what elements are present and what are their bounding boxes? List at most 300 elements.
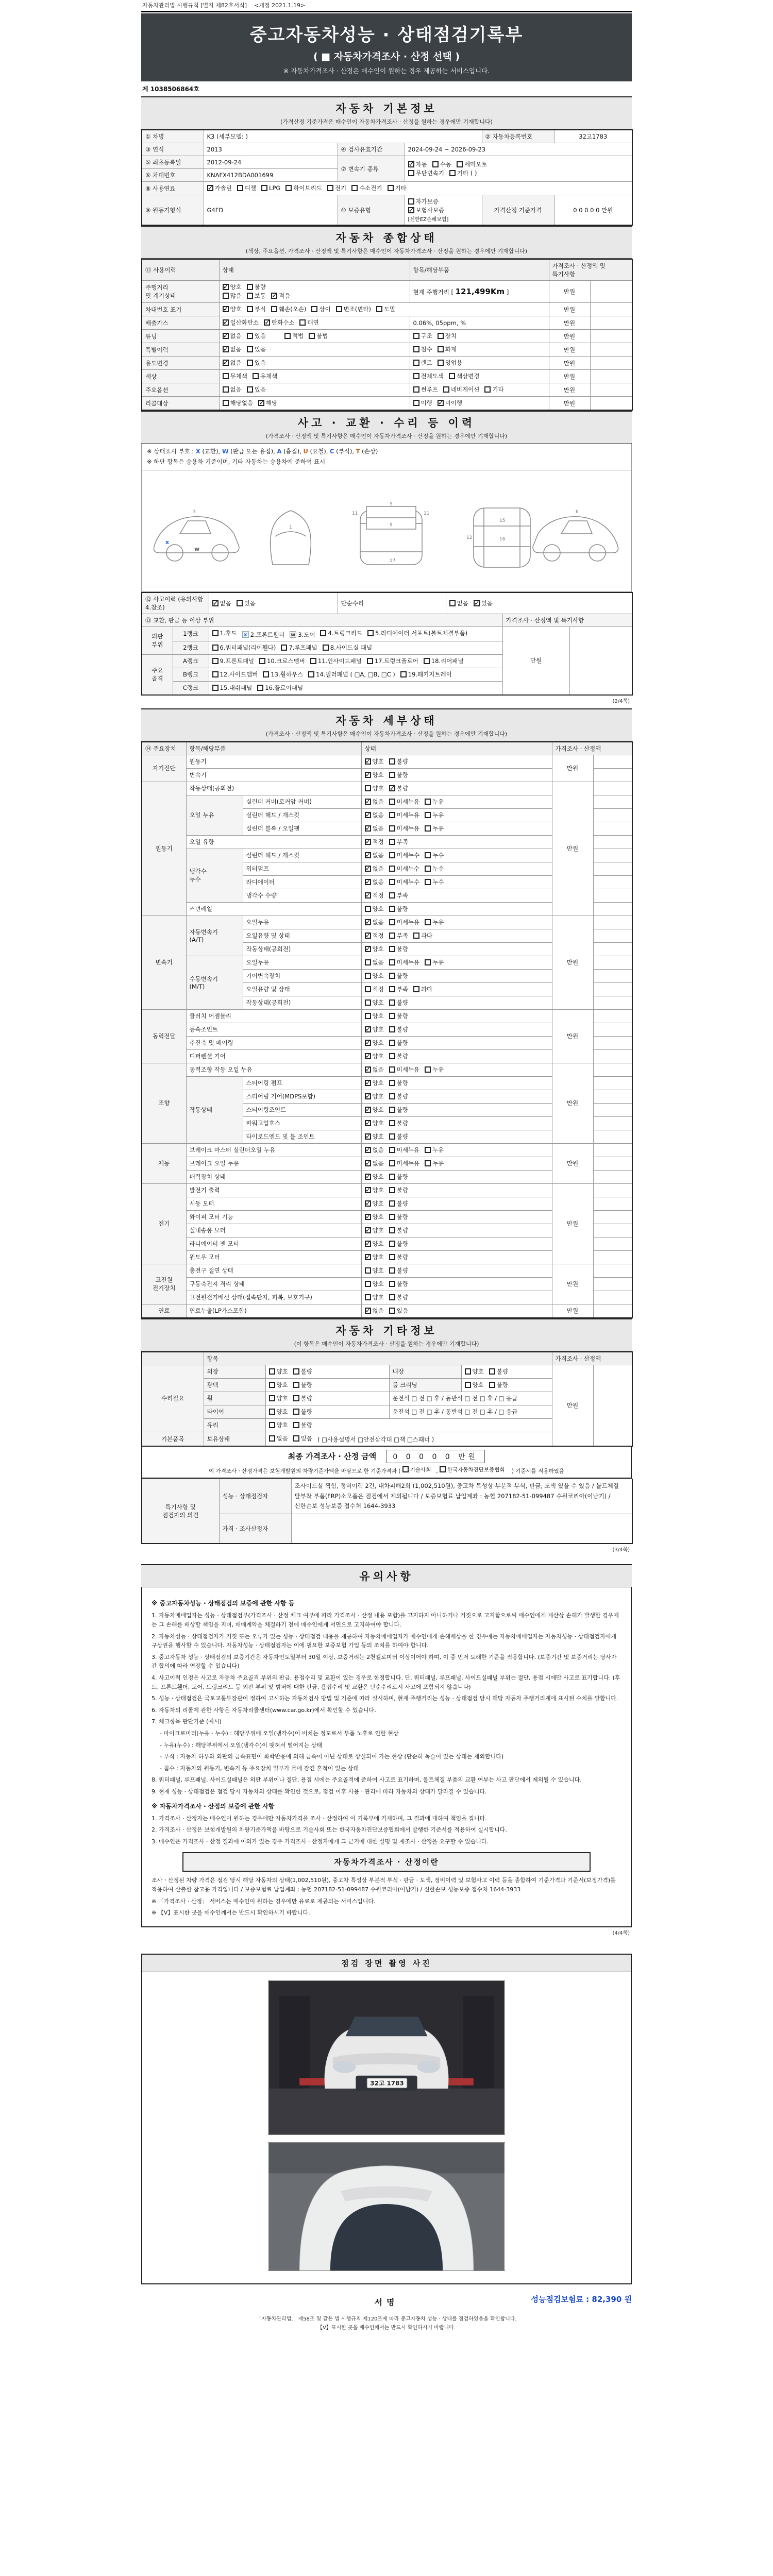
unchecked-checkbox[interactable] xyxy=(389,1200,395,1207)
unchecked-checkbox[interactable] xyxy=(389,1147,395,1153)
unchecked-checkbox[interactable] xyxy=(389,866,395,872)
checkbox-option[interactable] xyxy=(247,359,266,367)
checkbox-option[interactable] xyxy=(389,798,419,806)
unchecked-checkbox[interactable] xyxy=(309,333,315,339)
checkbox-option[interactable] xyxy=(389,1079,408,1087)
unchecked-checkbox[interactable] xyxy=(389,1080,395,1086)
unchecked-checkbox[interactable] xyxy=(408,198,414,205)
checkbox-option[interactable] xyxy=(425,865,444,873)
unchecked-checkbox[interactable] xyxy=(365,973,371,979)
checkbox-option[interactable] xyxy=(389,972,408,980)
checked-checkbox[interactable] xyxy=(365,1093,371,1099)
unchecked-checkbox[interactable] xyxy=(438,346,444,352)
panel-item[interactable]: 19.패키지트레이 xyxy=(400,670,452,679)
checkbox-option[interactable] xyxy=(223,372,247,380)
checked-checkbox[interactable] xyxy=(365,1040,371,1046)
unchecked-checkbox[interactable] xyxy=(425,1066,431,1073)
unchecked-checkbox[interactable] xyxy=(299,319,306,326)
unchecked-checkbox[interactable] xyxy=(269,1382,275,1388)
unchecked-checkbox[interactable] xyxy=(425,866,431,872)
panel-item[interactable]: w 3.도어 xyxy=(291,631,315,638)
checkbox-option[interactable] xyxy=(389,1266,408,1275)
checkbox-option[interactable] xyxy=(365,998,384,1007)
checkbox-option[interactable] xyxy=(365,838,384,846)
checkbox-option[interactable] xyxy=(408,160,427,168)
checkbox-option[interactable] xyxy=(271,292,290,300)
checkbox-option[interactable] xyxy=(389,811,419,819)
checkbox-option[interactable] xyxy=(365,918,384,926)
unchecked-checkbox[interactable] xyxy=(247,346,253,352)
checkbox-option[interactable] xyxy=(223,318,259,327)
panel-item[interactable]: 12.사이드멤버 xyxy=(212,670,258,679)
checkbox-option[interactable] xyxy=(389,1065,419,1074)
checkbox-option[interactable] xyxy=(207,184,232,192)
checkbox-option[interactable] xyxy=(285,184,322,192)
checkbox-option[interactable] xyxy=(389,878,419,886)
checkbox-option[interactable] xyxy=(389,945,408,953)
unchecked-checkbox[interactable] xyxy=(212,658,219,664)
checkbox-option[interactable] xyxy=(365,771,384,779)
unchecked-checkbox[interactable] xyxy=(293,1409,299,1415)
checked-checkbox[interactable] xyxy=(223,319,229,326)
unchecked-checkbox[interactable] xyxy=(389,986,395,992)
checkbox-option[interactable] xyxy=(365,878,384,886)
unchecked-checkbox[interactable] xyxy=(449,373,455,379)
unchecked-checkbox[interactable] xyxy=(323,645,329,651)
checkbox-option[interactable] xyxy=(457,160,487,168)
unchecked-checkbox[interactable] xyxy=(457,161,463,167)
checked-checkbox[interactable] xyxy=(212,600,219,606)
checkbox-option[interactable] xyxy=(389,865,419,873)
repair-mark-w[interactable]: w xyxy=(291,632,296,638)
unchecked-checkbox[interactable] xyxy=(293,1395,299,1401)
checkbox-option[interactable] xyxy=(389,824,419,833)
checked-checkbox[interactable] xyxy=(438,400,444,406)
checkbox-option[interactable] xyxy=(365,1065,384,1074)
checked-checkbox[interactable] xyxy=(365,1214,371,1220)
panel-item[interactable]: 14.필러패널 ( □A, □B, □C ) xyxy=(308,670,395,679)
checked-checkbox[interactable] xyxy=(365,1053,371,1059)
checkbox-option[interactable] xyxy=(389,1186,408,1194)
unchecked-checkbox[interactable] xyxy=(284,333,291,339)
checkbox-option[interactable] xyxy=(413,385,438,394)
checkbox-option[interactable] xyxy=(247,292,266,300)
checkbox-option[interactable] xyxy=(365,757,384,766)
checkbox-option[interactable] xyxy=(365,1039,384,1047)
checkbox-option[interactable] xyxy=(389,1146,419,1154)
unchecked-checkbox[interactable] xyxy=(425,919,431,925)
unchecked-checkbox[interactable] xyxy=(408,170,414,176)
checked-checkbox[interactable] xyxy=(365,772,371,778)
unchecked-checkbox[interactable] xyxy=(320,630,326,636)
checkbox-option[interactable] xyxy=(425,1065,444,1074)
unchecked-checkbox[interactable] xyxy=(425,852,431,858)
checkbox-option[interactable] xyxy=(389,1307,408,1315)
checkbox-option[interactable] xyxy=(389,918,419,926)
checkbox-option[interactable] xyxy=(389,1052,408,1060)
unchecked-checkbox[interactable] xyxy=(489,1368,495,1375)
unchecked-checkbox[interactable] xyxy=(389,1174,395,1180)
unchecked-checkbox[interactable] xyxy=(223,400,229,406)
checkbox-option[interactable] xyxy=(465,1381,484,1389)
panel-item[interactable]: 1.후드 xyxy=(212,629,237,637)
checkbox-option[interactable] xyxy=(269,1381,288,1389)
checkbox-option[interactable] xyxy=(223,399,253,407)
checkbox-option[interactable] xyxy=(293,1367,312,1376)
checkbox-option[interactable] xyxy=(365,1092,384,1100)
unchecked-checkbox[interactable] xyxy=(253,373,259,379)
checkbox-option[interactable] xyxy=(365,1173,384,1181)
checkbox-option[interactable] xyxy=(223,359,242,367)
checkbox-option[interactable] xyxy=(247,345,266,353)
unchecked-checkbox[interactable] xyxy=(285,185,292,191)
checkbox-option[interactable] xyxy=(365,1307,384,1315)
unchecked-checkbox[interactable] xyxy=(425,1147,431,1153)
checkbox-option[interactable] xyxy=(299,318,318,327)
panel-item[interactable]: 18.리어패널 xyxy=(424,657,464,665)
unchecked-checkbox[interactable] xyxy=(413,373,419,379)
panel-item[interactable]: 11.인사이드패널 xyxy=(310,657,362,665)
checkbox-option[interactable] xyxy=(223,345,242,353)
unchecked-checkbox[interactable] xyxy=(438,360,444,366)
checkbox-option[interactable] xyxy=(247,385,266,394)
unchecked-checkbox[interactable] xyxy=(389,812,395,818)
unchecked-checkbox[interactable] xyxy=(365,1281,371,1287)
checked-checkbox[interactable] xyxy=(365,1107,371,1113)
checkbox-option[interactable] xyxy=(389,1092,408,1100)
unchecked-checkbox[interactable] xyxy=(389,892,395,899)
unchecked-checkbox[interactable] xyxy=(389,1013,395,1019)
unchecked-checkbox[interactable] xyxy=(336,306,342,312)
checkbox-option[interactable] xyxy=(365,1293,384,1301)
checkbox-option[interactable] xyxy=(425,878,444,886)
unchecked-checkbox[interactable] xyxy=(293,1382,299,1388)
unchecked-checkbox[interactable] xyxy=(389,1053,395,1059)
unchecked-checkbox[interactable] xyxy=(269,1368,275,1375)
unchecked-checkbox[interactable] xyxy=(389,1026,395,1032)
unchecked-checkbox[interactable] xyxy=(389,1254,395,1260)
checkbox-option[interactable] xyxy=(413,372,444,380)
checkbox-option[interactable] xyxy=(365,1132,384,1141)
unchecked-checkbox[interactable] xyxy=(449,170,456,176)
unchecked-checkbox[interactable] xyxy=(389,933,395,939)
unchecked-checkbox[interactable] xyxy=(389,1214,395,1220)
checkbox-option[interactable] xyxy=(413,399,432,407)
checked-checkbox[interactable] xyxy=(207,185,213,191)
checkbox-option[interactable] xyxy=(365,1159,384,1167)
checkbox-option[interactable] xyxy=(309,332,328,340)
unchecked-checkbox[interactable] xyxy=(365,1267,371,1274)
unchecked-checkbox[interactable] xyxy=(432,161,439,167)
checkbox-option[interactable] xyxy=(365,1240,384,1248)
checked-checkbox[interactable] xyxy=(365,1160,371,1166)
unchecked-checkbox[interactable] xyxy=(367,630,374,636)
unchecked-checkbox[interactable] xyxy=(281,645,287,651)
panel-item[interactable]: 7.루프패널 xyxy=(281,643,317,652)
checked-checkbox[interactable] xyxy=(365,1120,371,1126)
panel-item[interactable]: 13.휠하우스 xyxy=(263,670,303,679)
checked-checkbox[interactable] xyxy=(365,1066,371,1073)
unchecked-checkbox[interactable] xyxy=(389,772,395,778)
checkbox-option[interactable] xyxy=(389,784,408,792)
unchecked-checkbox[interactable] xyxy=(376,306,382,312)
unchecked-checkbox[interactable] xyxy=(443,386,449,393)
checkbox-option[interactable] xyxy=(223,305,242,313)
checkbox-option[interactable] xyxy=(389,985,408,993)
checkbox-option[interactable] xyxy=(327,184,346,192)
checkbox-option[interactable] xyxy=(413,931,432,940)
checkbox-option[interactable] xyxy=(389,1039,408,1047)
unchecked-checkbox[interactable] xyxy=(261,185,267,191)
checkbox-option[interactable] xyxy=(389,998,408,1007)
checkbox-option[interactable] xyxy=(293,1381,312,1389)
unchecked-checkbox[interactable] xyxy=(389,919,395,925)
checkbox-option[interactable] xyxy=(389,1253,408,1261)
unchecked-checkbox[interactable] xyxy=(413,346,419,352)
unchecked-checkbox[interactable] xyxy=(271,306,277,312)
checked-checkbox[interactable] xyxy=(365,1308,371,1314)
unchecked-checkbox[interactable] xyxy=(389,1107,395,1113)
panel-item[interactable]: 17.트렁크플로어 xyxy=(367,657,418,665)
checkbox-option[interactable] xyxy=(237,599,256,607)
unchecked-checkbox[interactable] xyxy=(365,906,371,912)
unchecked-checkbox[interactable] xyxy=(269,1409,275,1415)
checkbox-option[interactable] xyxy=(389,1106,408,1114)
checkbox-option[interactable] xyxy=(293,1394,312,1402)
unchecked-checkbox[interactable] xyxy=(269,1422,275,1428)
checkbox-option[interactable] xyxy=(402,1466,431,1473)
checkbox-option[interactable] xyxy=(237,184,256,192)
checked-checkbox[interactable] xyxy=(223,346,229,352)
unchecked-checkbox[interactable] xyxy=(389,973,395,979)
checked-checkbox[interactable] xyxy=(223,284,229,290)
checked-checkbox[interactable] xyxy=(365,1187,371,1193)
checkbox-option[interactable] xyxy=(269,1394,288,1402)
unchecked-checkbox[interactable] xyxy=(223,373,229,379)
checkbox-option[interactable] xyxy=(365,931,384,940)
panel-item[interactable]: x 2.프론트휀더 xyxy=(242,631,285,639)
unchecked-checkbox[interactable] xyxy=(212,685,219,691)
checkbox-option[interactable] xyxy=(269,1408,288,1416)
unchecked-checkbox[interactable] xyxy=(247,333,253,339)
checkbox-option[interactable] xyxy=(365,798,384,806)
unchecked-checkbox[interactable] xyxy=(269,1435,275,1442)
unchecked-checkbox[interactable] xyxy=(257,685,263,691)
checkbox-option[interactable] xyxy=(336,305,371,313)
unchecked-checkbox[interactable] xyxy=(389,1066,395,1073)
checkbox-option[interactable] xyxy=(365,824,384,833)
unchecked-checkbox[interactable] xyxy=(365,986,371,992)
checkbox-option[interactable] xyxy=(261,184,280,192)
unchecked-checkbox[interactable] xyxy=(438,333,444,339)
checked-checkbox[interactable] xyxy=(365,799,371,805)
signature-label[interactable]: 서명 xyxy=(374,2297,399,2307)
checkbox-option[interactable] xyxy=(365,1146,384,1154)
unchecked-checkbox[interactable] xyxy=(440,1466,446,1472)
checked-checkbox[interactable] xyxy=(365,1133,371,1140)
checkbox-option[interactable] xyxy=(365,1119,384,1127)
panel-item[interactable]: 9.프론트패널 xyxy=(212,657,255,665)
checkbox-option[interactable] xyxy=(365,1280,384,1288)
checkbox-option[interactable] xyxy=(425,811,444,819)
checkbox-option[interactable] xyxy=(388,184,407,192)
checked-checkbox[interactable] xyxy=(408,161,414,167)
checkbox-option[interactable] xyxy=(389,891,408,900)
checkbox-option[interactable] xyxy=(389,1280,408,1288)
checkbox-option[interactable] xyxy=(413,332,432,340)
unchecked-checkbox[interactable] xyxy=(465,1382,471,1388)
checkbox-option[interactable] xyxy=(389,757,408,766)
unchecked-checkbox[interactable] xyxy=(389,1040,395,1046)
checked-checkbox[interactable] xyxy=(223,360,229,366)
unchecked-checkbox[interactable] xyxy=(223,293,229,299)
checked-checkbox[interactable] xyxy=(365,1147,371,1153)
unchecked-checkbox[interactable] xyxy=(365,1294,371,1300)
unchecked-checkbox[interactable] xyxy=(293,1422,299,1428)
unchecked-checkbox[interactable] xyxy=(237,185,243,191)
checkbox-option[interactable] xyxy=(408,206,445,214)
panel-item[interactable]: 16.플로어패널 xyxy=(257,684,303,692)
checked-checkbox[interactable] xyxy=(258,400,264,406)
checkbox-option[interactable] xyxy=(365,1025,384,1033)
repair-mark-x[interactable]: x xyxy=(242,631,249,638)
unchecked-checkbox[interactable] xyxy=(389,1160,395,1166)
checkbox-option[interactable] xyxy=(440,1466,505,1473)
checkbox-option[interactable] xyxy=(264,318,294,327)
unchecked-checkbox[interactable] xyxy=(389,879,395,885)
checkbox-option[interactable] xyxy=(271,305,306,313)
unchecked-checkbox[interactable] xyxy=(389,852,395,858)
checkbox-option[interactable] xyxy=(474,599,493,607)
unchecked-checkbox[interactable] xyxy=(400,671,407,677)
checked-checkbox[interactable] xyxy=(365,1254,371,1260)
checkbox-option[interactable] xyxy=(365,1199,384,1208)
checkbox-option[interactable] xyxy=(365,1253,384,1261)
unchecked-checkbox[interactable] xyxy=(388,185,394,191)
checked-checkbox[interactable] xyxy=(365,758,371,765)
unchecked-checkbox[interactable] xyxy=(413,333,419,339)
checkbox-option[interactable] xyxy=(443,385,480,394)
unchecked-checkbox[interactable] xyxy=(389,758,395,765)
checked-checkbox[interactable] xyxy=(365,839,371,845)
checkbox-option[interactable] xyxy=(365,865,384,873)
checked-checkbox[interactable] xyxy=(223,306,229,312)
checkbox-option[interactable] xyxy=(311,305,330,313)
checkbox-option[interactable] xyxy=(425,824,444,833)
checkbox-option[interactable] xyxy=(269,1367,288,1376)
unchecked-checkbox[interactable] xyxy=(389,839,395,845)
unchecked-checkbox[interactable] xyxy=(365,785,371,791)
panel-item[interactable]: 5.라디에이터 서포트(볼트체결부품) xyxy=(367,629,467,637)
checkbox-option[interactable] xyxy=(389,1213,408,1221)
checkbox-option[interactable] xyxy=(449,169,477,177)
checkbox-option[interactable] xyxy=(389,1226,408,1234)
checkbox-option[interactable] xyxy=(223,283,242,291)
checkbox-option[interactable] xyxy=(408,197,439,206)
unchecked-checkbox[interactable] xyxy=(212,645,219,651)
checkbox-option[interactable] xyxy=(389,851,419,859)
unchecked-checkbox[interactable] xyxy=(259,658,265,664)
unchecked-checkbox[interactable] xyxy=(389,1294,395,1300)
checkbox-option[interactable] xyxy=(425,851,444,859)
checkbox-option[interactable] xyxy=(365,851,384,859)
unchecked-checkbox[interactable] xyxy=(413,386,419,393)
checkbox-option[interactable] xyxy=(365,1106,384,1114)
panel-item[interactable]: 6.쿼터패널(리어휀다) xyxy=(212,643,276,652)
unchecked-checkbox[interactable] xyxy=(413,986,419,992)
unchecked-checkbox[interactable] xyxy=(389,1281,395,1287)
checkbox-option[interactable] xyxy=(489,1367,508,1376)
checkbox-option[interactable] xyxy=(247,332,266,340)
unchecked-checkbox[interactable] xyxy=(425,1160,431,1166)
unchecked-checkbox[interactable] xyxy=(327,185,333,191)
checkbox-option[interactable] xyxy=(389,1132,408,1141)
checked-checkbox[interactable] xyxy=(365,946,371,952)
unchecked-checkbox[interactable] xyxy=(389,1187,395,1193)
unchecked-checkbox[interactable] xyxy=(425,825,431,832)
unchecked-checkbox[interactable] xyxy=(367,658,373,664)
checkbox-option[interactable] xyxy=(389,1240,408,1248)
unchecked-checkbox[interactable] xyxy=(269,1395,275,1401)
checkbox-option[interactable] xyxy=(449,372,479,380)
checked-checkbox[interactable] xyxy=(365,1080,371,1086)
checked-checkbox[interactable] xyxy=(264,319,270,326)
checkbox-option[interactable] xyxy=(293,1434,312,1443)
checkbox-option[interactable] xyxy=(365,1012,384,1020)
checked-checkbox[interactable] xyxy=(365,1200,371,1207)
checkbox-option[interactable] xyxy=(269,1434,288,1443)
unchecked-checkbox[interactable] xyxy=(389,959,395,965)
checkbox-option[interactable] xyxy=(223,385,242,394)
unchecked-checkbox[interactable] xyxy=(484,386,491,393)
panel-item[interactable]: 15.대쉬패널 xyxy=(212,684,253,692)
checkbox-option[interactable] xyxy=(365,945,384,953)
checked-checkbox[interactable] xyxy=(365,812,371,818)
checked-checkbox[interactable] xyxy=(271,293,277,299)
checkbox-option[interactable] xyxy=(376,305,395,313)
checkbox-option[interactable] xyxy=(438,399,462,407)
unchecked-checkbox[interactable] xyxy=(237,600,243,606)
checkbox-option[interactable] xyxy=(212,599,231,607)
checkbox-option[interactable] xyxy=(432,160,451,168)
unchecked-checkbox[interactable] xyxy=(308,671,314,677)
checkbox-option[interactable] xyxy=(389,1159,419,1167)
checkbox-option[interactable] xyxy=(293,1408,312,1416)
checkbox-option[interactable] xyxy=(365,891,384,900)
checkbox-option[interactable] xyxy=(438,345,457,353)
unchecked-checkbox[interactable] xyxy=(389,1133,395,1140)
checkbox-option[interactable] xyxy=(389,931,408,940)
checkbox-option[interactable] xyxy=(365,1186,384,1194)
unchecked-checkbox[interactable] xyxy=(212,671,219,677)
panel-item[interactable]: 4.트렁크리드 xyxy=(320,629,362,637)
checkbox-option[interactable] xyxy=(365,985,384,993)
checked-checkbox[interactable] xyxy=(223,333,229,339)
checkbox-option[interactable] xyxy=(389,1293,408,1301)
unchecked-checkbox[interactable] xyxy=(247,293,253,299)
checkbox-option[interactable] xyxy=(389,1012,408,1020)
checkbox-option[interactable] xyxy=(449,599,468,607)
unchecked-checkbox[interactable] xyxy=(389,999,395,1006)
unchecked-checkbox[interactable] xyxy=(425,879,431,885)
checked-checkbox[interactable] xyxy=(365,892,371,899)
checkbox-option[interactable] xyxy=(365,1213,384,1221)
checkbox-option[interactable] xyxy=(489,1381,508,1389)
checked-checkbox[interactable] xyxy=(365,1227,371,1233)
checkbox-option[interactable] xyxy=(389,838,408,846)
checked-checkbox[interactable] xyxy=(365,933,371,939)
unchecked-checkbox[interactable] xyxy=(465,1368,471,1375)
